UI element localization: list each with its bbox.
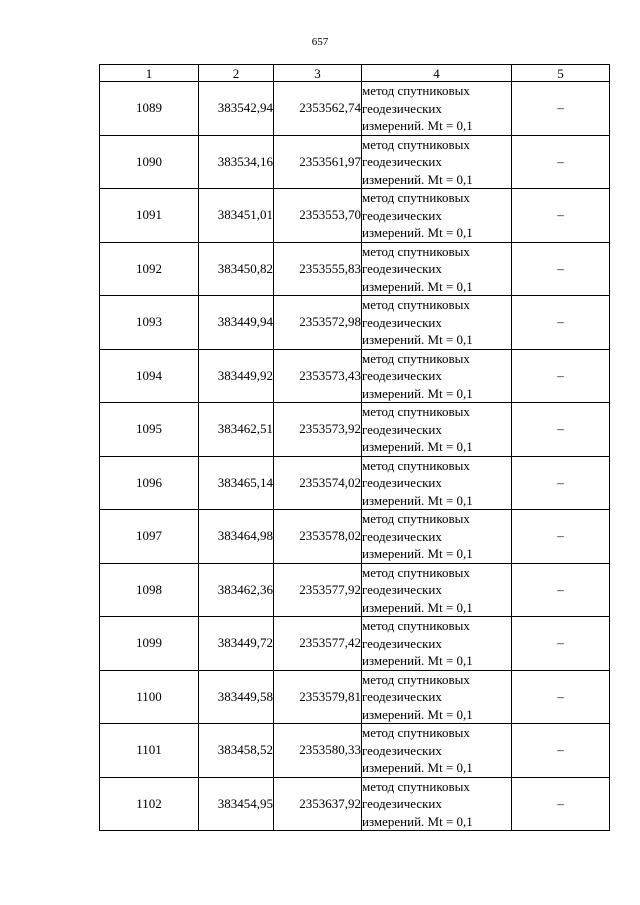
method-line: метод спутниковых xyxy=(362,83,470,98)
method-line: измерений. Mt = 0,1 xyxy=(362,492,473,508)
point-number-cell: 1090 xyxy=(100,135,199,189)
point-number-cell: 1100 xyxy=(100,670,199,724)
table-row xyxy=(100,617,610,671)
method-line: геодезических xyxy=(362,314,442,330)
x-coordinate-cell: 383449,58 xyxy=(199,670,274,724)
table-row xyxy=(100,510,610,564)
x-coordinate-cell: 383464,98 xyxy=(199,510,274,564)
point-number-cell: 1095 xyxy=(100,403,199,457)
method-line: геодезических xyxy=(362,207,442,223)
x-coordinate-cell: 383534,16 xyxy=(199,135,274,189)
method-line: измерений. Mt = 0,1 xyxy=(362,332,473,347)
method-line: геодезических xyxy=(362,261,442,276)
method-line: метод спутниковых xyxy=(362,778,470,794)
method-line: геодезических xyxy=(362,100,442,116)
point-number-cell: 1101 xyxy=(100,724,199,778)
point-number-cell: 1097 xyxy=(100,510,199,564)
method-line: геодезических xyxy=(362,421,442,437)
point-number-cell: 1089 xyxy=(100,82,199,136)
method-cell xyxy=(362,403,512,457)
table-row xyxy=(100,242,610,296)
table-row xyxy=(100,135,610,189)
y-coordinate-cell: 2353574,02 xyxy=(274,456,362,510)
method-cell xyxy=(362,724,512,778)
note-cell: – xyxy=(512,349,610,403)
column-header: 5 xyxy=(512,65,610,82)
table-body xyxy=(100,82,610,831)
method-line: геодезических xyxy=(362,796,442,811)
method-line: метод спутниковых xyxy=(362,136,470,152)
method-cell xyxy=(362,349,512,403)
method-line: измерений. Mt = 0,1 xyxy=(362,813,473,829)
note-cell: – xyxy=(512,670,610,724)
method-line: геодезических xyxy=(362,154,442,169)
note-cell: – xyxy=(512,777,610,831)
x-coordinate-cell: 383462,51 xyxy=(199,403,274,457)
column-header: 3 xyxy=(274,65,362,82)
note-cell: – xyxy=(512,456,610,510)
method-cell xyxy=(362,777,512,831)
method-cell xyxy=(362,670,512,724)
table-row xyxy=(100,82,610,136)
method-cell xyxy=(362,242,512,296)
method-line: измерений. Mt = 0,1 xyxy=(362,439,473,454)
x-coordinate-cell: 383450,82 xyxy=(199,242,274,296)
x-coordinate-cell: 383462,36 xyxy=(199,563,274,617)
point-number-cell: 1093 xyxy=(100,296,199,350)
method-line: геодезических xyxy=(362,528,442,544)
point-number-cell: 1091 xyxy=(100,189,199,243)
coordinates-table xyxy=(99,64,610,831)
y-coordinate-cell: 2353579,81 xyxy=(274,670,362,724)
x-coordinate-cell: 383542,94 xyxy=(199,82,274,136)
method-line: измерений. Mt = 0,1 xyxy=(362,171,473,187)
y-coordinate-cell: 2353553,70 xyxy=(274,189,362,243)
point-number-cell: 1096 xyxy=(100,456,199,510)
method-line: метод спутниковых xyxy=(362,243,470,259)
x-coordinate-cell: 383451,01 xyxy=(199,189,274,243)
table-row xyxy=(100,563,610,617)
note-cell: – xyxy=(512,296,610,350)
method-cell xyxy=(362,189,512,243)
y-coordinate-cell: 2353562,74 xyxy=(274,82,362,136)
method-line: геодезических xyxy=(362,689,442,704)
method-line: метод спутниковых xyxy=(362,671,470,687)
y-coordinate-cell: 2353637,92 xyxy=(274,777,362,831)
note-cell: – xyxy=(512,563,610,617)
table-row xyxy=(100,189,610,243)
method-line: метод спутниковых xyxy=(362,618,470,633)
method-cell xyxy=(362,296,512,350)
table-row xyxy=(100,724,610,778)
x-coordinate-cell: 383449,72 xyxy=(199,617,274,671)
method-line: измерений. Mt = 0,1 xyxy=(362,653,473,668)
x-coordinate-cell: 383458,52 xyxy=(199,724,274,778)
point-number-cell: 1094 xyxy=(100,349,199,403)
table-row xyxy=(100,349,610,403)
method-line: метод спутниковых xyxy=(362,457,470,473)
method-line: метод спутниковых xyxy=(362,350,470,366)
y-coordinate-cell: 2353578,02 xyxy=(274,510,362,564)
table-row xyxy=(100,296,610,350)
table-row xyxy=(100,777,610,831)
method-line: метод спутниковых xyxy=(362,511,470,526)
note-cell: – xyxy=(512,617,610,671)
table-header-row xyxy=(100,65,610,82)
point-number-cell: 1092 xyxy=(100,242,199,296)
column-header: 4 xyxy=(362,65,512,82)
method-line: измерений. Mt = 0,1 xyxy=(362,118,473,133)
point-number-cell: 1099 xyxy=(100,617,199,671)
x-coordinate-cell: 383454,95 xyxy=(199,777,274,831)
method-line: метод спутниковых xyxy=(362,564,470,580)
note-cell: – xyxy=(512,82,610,136)
note-cell: – xyxy=(512,189,610,243)
method-line: измерений. Mt = 0,1 xyxy=(362,760,473,775)
note-cell: – xyxy=(512,403,610,457)
x-coordinate-cell: 383465,14 xyxy=(199,456,274,510)
point-number-cell: 1098 xyxy=(100,563,199,617)
y-coordinate-cell: 2353573,92 xyxy=(274,403,362,457)
method-line: измерений. Mt = 0,1 xyxy=(362,385,473,401)
method-cell xyxy=(362,563,512,617)
method-line: измерений. Mt = 0,1 xyxy=(362,599,473,615)
method-cell xyxy=(362,82,512,136)
method-line: измерений. Mt = 0,1 xyxy=(362,546,473,561)
point-number-cell: 1102 xyxy=(100,777,199,831)
method-line: измерений. Mt = 0,1 xyxy=(362,278,473,294)
method-cell xyxy=(362,456,512,510)
method-line: геодезических xyxy=(362,742,442,758)
method-line: метод спутниковых xyxy=(362,297,470,312)
method-line: метод спутниковых xyxy=(362,190,470,205)
method-line: геодезических xyxy=(362,475,442,490)
table-row xyxy=(100,403,610,457)
table-row xyxy=(100,456,610,510)
y-coordinate-cell: 2353577,92 xyxy=(274,563,362,617)
method-cell xyxy=(362,510,512,564)
method-line: геодезических xyxy=(362,635,442,651)
method-line: геодезических xyxy=(362,582,442,597)
page-number: 657 xyxy=(311,36,329,48)
y-coordinate-cell: 2353572,98 xyxy=(274,296,362,350)
method-line: геодезических xyxy=(362,368,442,383)
note-cell: – xyxy=(512,510,610,564)
method-line: измерений. Mt = 0,1 xyxy=(362,225,473,240)
method-line: метод спутниковых xyxy=(362,725,470,740)
y-coordinate-cell: 2353561,97 xyxy=(274,135,362,189)
note-cell: – xyxy=(512,724,610,778)
y-coordinate-cell: 2353555,83 xyxy=(274,242,362,296)
note-cell: – xyxy=(512,135,610,189)
method-cell xyxy=(362,617,512,671)
x-coordinate-cell: 383449,92 xyxy=(199,349,274,403)
column-header: 1 xyxy=(100,65,199,82)
note-cell: – xyxy=(512,242,610,296)
method-cell xyxy=(362,135,512,189)
column-header: 2 xyxy=(199,65,274,82)
y-coordinate-cell: 2353580,33 xyxy=(274,724,362,778)
method-line: измерений. Mt = 0,1 xyxy=(362,706,473,722)
method-line: метод спутниковых xyxy=(362,404,470,419)
table-row xyxy=(100,670,610,724)
y-coordinate-cell: 2353573,43 xyxy=(274,349,362,403)
y-coordinate-cell: 2353577,42 xyxy=(274,617,362,671)
x-coordinate-cell: 383449,94 xyxy=(199,296,274,350)
